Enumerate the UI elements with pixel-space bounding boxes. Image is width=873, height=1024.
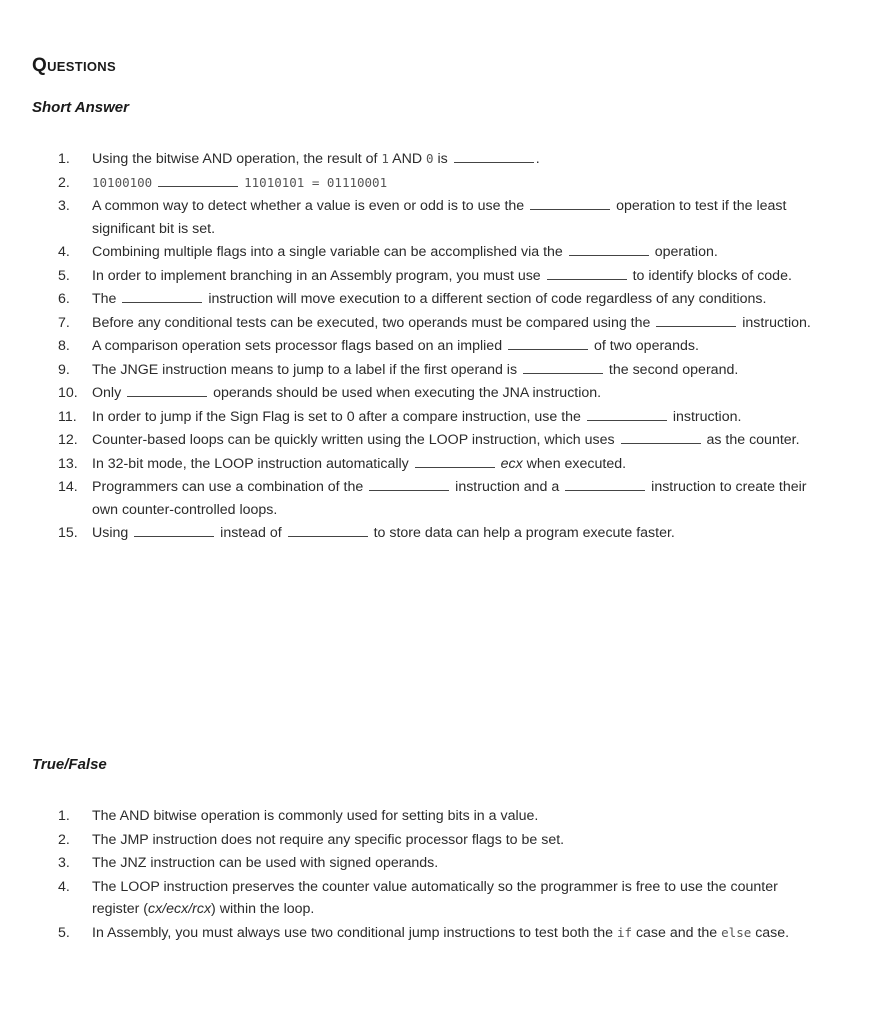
register-name: ecx	[500, 455, 523, 472]
question-item: 12. Counter-based loops can be quickly written using the LOOP instruction, which uses as the counter.	[58, 432, 800, 448]
question-item: 6. The instruction will move execution to a different section of code regardless of any conditions.	[58, 291, 767, 307]
answer-blank	[523, 361, 603, 374]
answer-blank	[621, 431, 701, 444]
short-answer-heading: Short Answer	[32, 99, 129, 116]
answer-blank	[547, 267, 627, 280]
question-item: 1. Using the bitwise AND operation, the result of 1 AND 0 is .	[58, 151, 540, 167]
question-item: 5. In order to implement branching in an Assembly program, you must use to identify blocks of code.	[58, 267, 792, 284]
statement-item: 2. The JMP instruction does not require any specific processor flags to be set.	[58, 831, 565, 848]
statement-item: 3. The JNZ instruction can be used with signed operands.	[58, 855, 439, 871]
statement-item: 5. In Assembly, you must always use two conditional jump instructions to test both the if case and the else case.	[58, 924, 790, 941]
answer-blank	[565, 478, 645, 491]
short-answer-list	[58, 148, 828, 546]
answer-blank	[530, 197, 610, 210]
question-item: 14. Programmers can use a combination of the instruction and a instruction to create their own counter-controlled loops.	[58, 479, 807, 518]
question-item: 10. Only operands should be used when executing the JNA instruction.	[58, 385, 602, 401]
statement-item: 4. The LOOP instruction preserves the counter value automatically so the programmer is free to use the counter register (cx/ecx/rcx) within the loop.	[58, 878, 778, 917]
question-item: 7. Before any conditional tests can be executed, two operands must be compared using the instruction.	[58, 314, 811, 331]
question-item: 8. A comparison operation sets processor flags based on an implied of two operands.	[58, 338, 699, 354]
answer-blank	[127, 384, 207, 397]
register-name: cx/ecx/rcx	[147, 901, 212, 917]
code-literal: else	[721, 924, 752, 940]
statement-item: 1. The AND bitwise operation is commonly used for setting bits in a value.	[58, 808, 539, 824]
true-false-list	[58, 805, 818, 945]
answer-blank	[122, 290, 202, 303]
page-title: Questions	[32, 55, 116, 76]
answer-blank	[134, 524, 214, 537]
answer-blank	[587, 408, 667, 421]
code-literal: 11010101 = 01110001	[244, 174, 388, 190]
question-item: 15. Using instead of to store data can help a program execute faster.	[58, 525, 675, 541]
question-item: 2. 10100100 11010101 = 01110001	[58, 174, 388, 191]
answer-blank	[508, 337, 588, 350]
answer-blank	[369, 478, 449, 491]
answer-blank	[158, 174, 238, 187]
answer-blank	[569, 243, 649, 256]
answer-blank	[454, 150, 534, 163]
true-false-heading: True/False	[32, 756, 107, 773]
answer-blank	[415, 455, 495, 468]
question-item: 13. In 32-bit mode, the LOOP instruction automatically ecx when executed.	[58, 455, 627, 472]
question-item: 3. A common way to detect whether a value is even or odd is to use the operation to test if the least significant bit is set.	[58, 198, 787, 237]
code-literal: 1	[381, 151, 389, 166]
answer-blank	[656, 314, 736, 327]
question-item: 4. Combining multiple flags into a single variable can be accomplished via the operation.	[58, 244, 718, 260]
question-item: 11. In order to jump if the Sign Flag is set to 0 after a compare instruction, use the instruction.	[58, 408, 742, 425]
answer-blank	[288, 524, 368, 537]
question-item: 9. The JNGE instruction means to jump to a label if the first operand is the second operand.	[58, 361, 739, 378]
code-literal: if	[616, 924, 632, 940]
code-literal: 0	[426, 151, 434, 166]
code-literal: 10100100	[92, 174, 153, 190]
